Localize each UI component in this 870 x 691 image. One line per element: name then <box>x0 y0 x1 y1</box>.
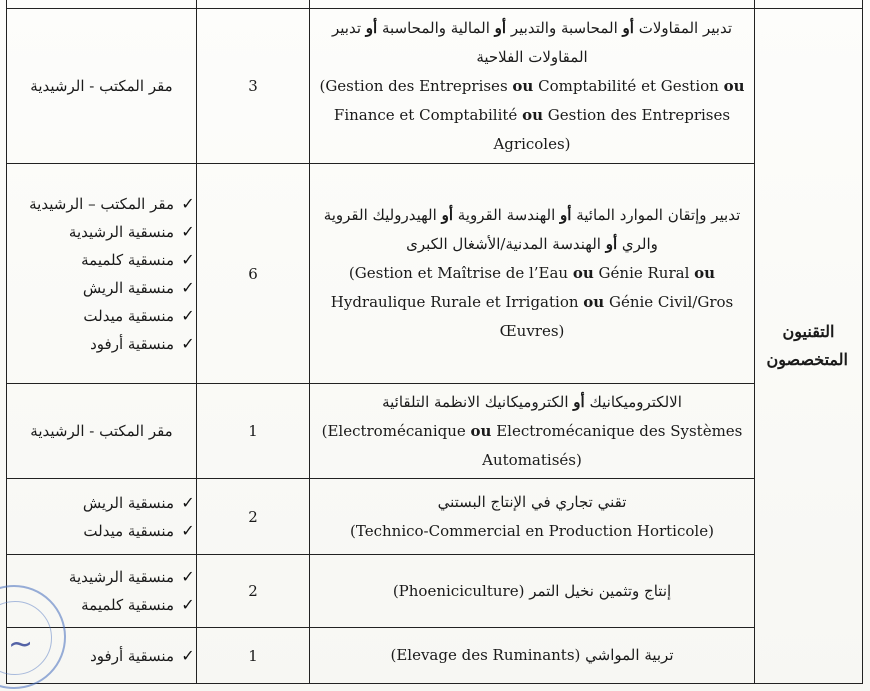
location-label: منسقية الريش <box>82 278 174 297</box>
location-item <box>7 246 196 274</box>
signature-mark: ~ <box>8 627 34 662</box>
specialty-text: (Technico-Commercial en Production Horticole) <box>350 521 714 540</box>
connector-word: أو <box>622 18 634 37</box>
specialty-french <box>310 259 754 346</box>
specialty-text: تقني تجاري في الإنتاج البستني <box>437 492 627 511</box>
specialty-text: Comptabilité et Gestion <box>533 76 724 95</box>
specialty-text: الهندسة القروية <box>453 206 561 224</box>
location-item <box>7 330 196 358</box>
positions-cell: 3 <box>197 9 310 164</box>
connector-word: أو <box>560 206 572 224</box>
location-label: منسقية الرشيدية <box>68 568 174 586</box>
location-label: منسقية كلميمة <box>81 596 174 614</box>
specialty-text: تدبير وإتقان الموارد المائية <box>571 206 741 224</box>
table-row <box>7 164 863 384</box>
positions-cell: 6 <box>197 164 310 384</box>
connector-word: ou <box>512 76 534 95</box>
locations-cell <box>7 164 197 384</box>
positions-cell: 1 <box>197 628 310 684</box>
specialty-text: Hydraulique Rurale et Irrigation <box>330 293 584 311</box>
location-label: منسقية كلميمة <box>81 250 174 269</box>
location-label: منسقية أرفود <box>90 646 174 665</box>
location-item <box>7 72 196 100</box>
location-item <box>7 417 196 445</box>
specialty-text: Gestion des Entreprises Agricoles) <box>493 105 731 153</box>
table-row <box>7 9 863 164</box>
connector-word: ou <box>572 264 594 282</box>
connector-word: أو <box>441 206 453 224</box>
location-label: منسقية ميدلت <box>83 521 174 540</box>
location-label: مقر المكتب - الرشيدية <box>30 77 173 95</box>
specialty-text: تدبير المقاولات الفلاحية <box>331 18 588 66</box>
location-item <box>7 218 196 246</box>
location-label: منسقية ميدلت <box>83 306 174 325</box>
location-label: منسقية الريش <box>82 493 174 512</box>
specialty-cell <box>310 555 755 628</box>
checkmark-icon: ✓ <box>181 277 195 297</box>
connector-word: ou <box>470 421 492 440</box>
location-label: مقر المكتب – الرشيدية <box>29 194 174 213</box>
checkmark-icon: ✓ <box>181 520 195 540</box>
location-label: منسقية الرشيدية <box>68 222 174 241</box>
specialty-text: Génie Rural <box>593 264 695 282</box>
checkmark-icon: ✓ <box>181 249 195 269</box>
specialty-cell <box>310 164 755 384</box>
positions-cell: 1 <box>197 384 310 479</box>
specialty-cell <box>310 479 755 555</box>
specialty-arabic <box>310 488 754 517</box>
specialty-text: Electromécanique des Systèmes Automatisés) <box>482 421 743 469</box>
connector-word: ou <box>522 105 543 124</box>
specialty-arabic <box>310 388 754 417</box>
specialty-text: الالكتروميكانيك <box>584 392 682 411</box>
specialty-text: الكتروميكانيك الانظمة التلقائية <box>382 392 574 411</box>
specialty-text: (Gestion et Maîtrise de l’Eau <box>348 264 573 282</box>
checkmark-icon: ✓ <box>181 595 195 614</box>
location-item <box>7 190 196 218</box>
locations-cell <box>7 384 197 479</box>
specialty-inline: تربية المواشي (Elevage des Ruminants) <box>390 646 674 664</box>
location-label: مقر المكتب - الرشيدية <box>30 422 173 440</box>
connector-word: ou <box>583 293 605 311</box>
specialty-cell <box>310 384 755 479</box>
location-item <box>7 302 196 330</box>
table-row <box>7 479 863 555</box>
connector-word: ou <box>694 264 716 282</box>
checkmark-icon: ✓ <box>181 492 195 512</box>
location-label: منسقية أرفود <box>90 334 174 353</box>
specialty-inline: إنتاج وتثمين نخيل التمر (Phoeniciculture) <box>392 581 672 600</box>
checkmark-icon: ✓ <box>181 567 195 586</box>
category-cell: التقنيون المتخصصون <box>755 9 863 684</box>
location-item <box>7 563 196 591</box>
connector-word: أو <box>605 235 618 253</box>
checkmark-icon: ✓ <box>181 221 195 241</box>
specialty-text: (Gestion des Entreprises <box>319 76 513 95</box>
locations-cell <box>7 479 197 555</box>
specialty-text: الهيدروليك القروية والري <box>323 206 658 253</box>
specialty-arabic <box>310 201 754 259</box>
connector-word: أو <box>365 18 378 37</box>
table-row <box>7 555 863 628</box>
specialty-arabic <box>310 14 754 72</box>
connector-word: أو <box>494 18 507 37</box>
checkmark-icon: ✓ <box>181 305 195 325</box>
specialty-cell <box>310 628 755 684</box>
specialty-cell <box>310 9 755 164</box>
specialty-text: Génie Civil/Gros Œuvres) <box>499 293 734 340</box>
locations-cell <box>7 9 197 164</box>
connector-word: أو <box>573 392 585 411</box>
location-item <box>7 517 196 545</box>
specialty-french <box>310 517 754 546</box>
specialty-french <box>310 72 754 159</box>
location-item <box>7 489 196 517</box>
positions-cell: 2 <box>197 555 310 628</box>
checkmark-icon: ✓ <box>181 333 195 353</box>
positions-cell: 2 <box>197 479 310 555</box>
recruitment-table <box>6 0 863 684</box>
checkmark-icon: ✓ <box>181 645 195 665</box>
table-row <box>7 384 863 479</box>
specialty-text: Finance et Comptabilité <box>333 105 523 124</box>
specialty-text: المالية والمحاسبة <box>377 18 495 37</box>
specialty-text: تدبير المقاولات <box>633 18 733 37</box>
checkmark-icon: ✓ <box>181 193 195 213</box>
specialty-text: الهندسة المدنية/الأشغال الكبرى <box>406 235 606 253</box>
location-item <box>7 274 196 302</box>
specialty-text: (Electromécanique <box>321 421 471 440</box>
table-row <box>7 628 863 684</box>
specialty-text: المحاسبة والتدبير <box>506 18 623 37</box>
table-row-top-stub <box>7 0 863 9</box>
connector-word: ou <box>723 76 745 95</box>
specialty-french <box>310 417 754 475</box>
